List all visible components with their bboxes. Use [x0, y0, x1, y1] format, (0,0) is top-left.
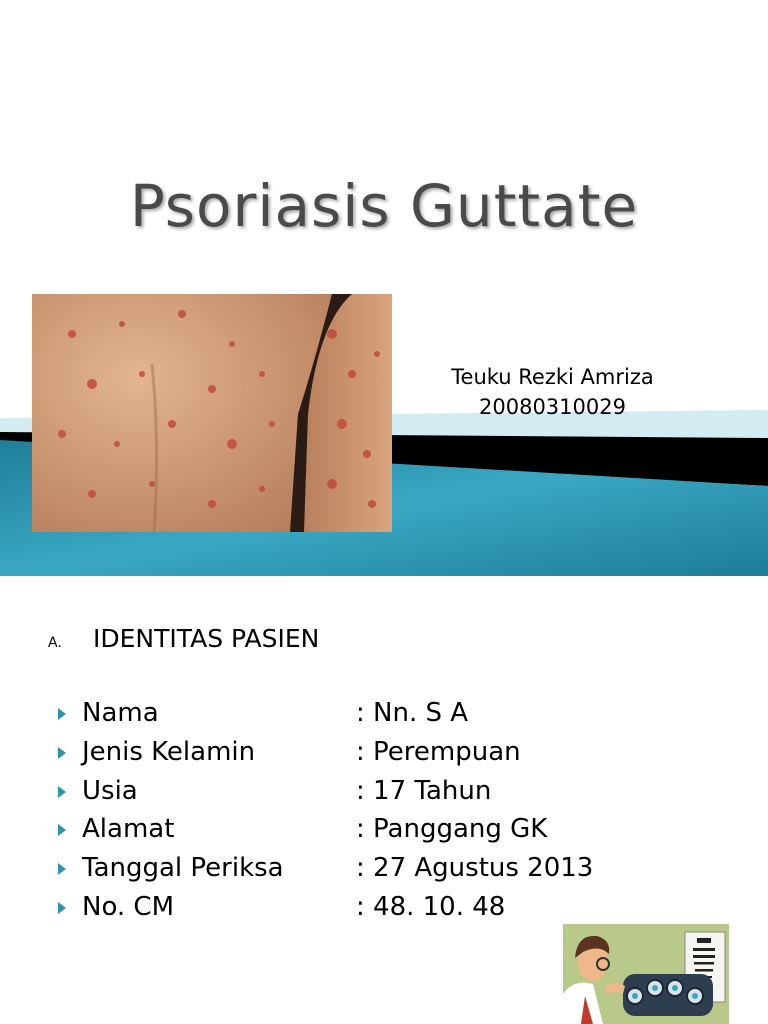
- field-label: Usia: [82, 775, 138, 806]
- field-row-alamat: [58, 814, 658, 853]
- triangle-bullet-icon: [58, 824, 66, 836]
- section-marker: A.: [48, 635, 62, 651]
- field-row-tanggal-periksa: [58, 853, 658, 892]
- author-id: 20080310029: [479, 395, 626, 419]
- section-heading: [48, 624, 319, 653]
- field-label: Tanggal Periksa: [82, 853, 284, 884]
- field-row-usia: [58, 776, 658, 815]
- triangle-bullet-icon: [58, 747, 66, 759]
- field-value: : Perempuan: [356, 736, 521, 767]
- triangle-bullet-icon: [58, 902, 66, 914]
- field-value: : Panggang GK: [356, 814, 548, 845]
- patient-fields: [58, 698, 658, 931]
- psoriasis-photo: [32, 294, 392, 532]
- field-value: : 48. 10. 48: [356, 891, 506, 922]
- section-title: IDENTITAS PASIEN: [93, 624, 320, 653]
- field-label: Jenis Kelamin: [82, 736, 256, 767]
- author-block: [400, 362, 705, 422]
- slide-title: Psoriasis Guttate: [129, 172, 639, 240]
- field-label: Alamat: [82, 814, 175, 845]
- author-name: Teuku Rezki Amriza: [451, 365, 654, 389]
- doctor-clipart: [563, 924, 729, 1024]
- field-label: No. CM: [82, 891, 175, 922]
- triangle-bullet-icon: [58, 786, 66, 798]
- field-value: : 17 Tahun: [356, 775, 492, 806]
- triangle-bullet-icon: [58, 863, 66, 875]
- field-value: : Nn. S A: [356, 698, 469, 728]
- field-value: : 27 Agustus 2013: [356, 853, 594, 884]
- field-label: Nama: [82, 698, 159, 728]
- patient-identity-slide: [0, 576, 768, 1024]
- triangle-bullet-icon: [58, 708, 66, 720]
- field-row-jenis-kelamin: [58, 737, 658, 776]
- field-row-nama: [58, 698, 658, 737]
